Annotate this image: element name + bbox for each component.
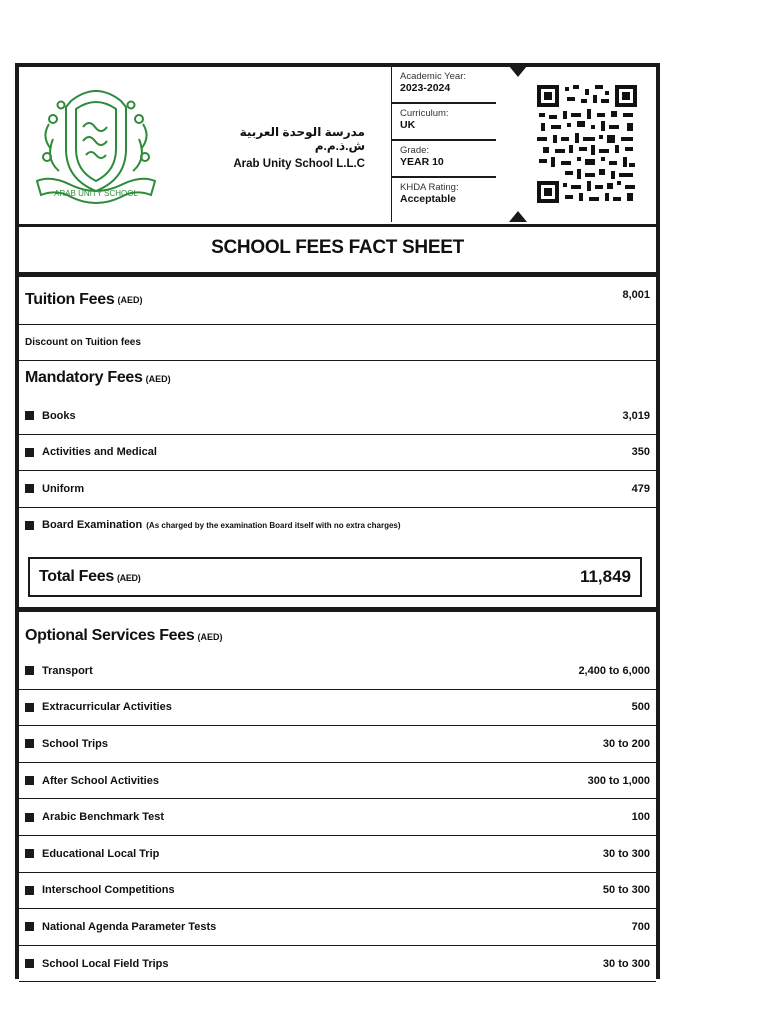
optional-fee-item-value: 30 to 300 bbox=[602, 957, 650, 970]
optional-fee-item-label: After School Activities bbox=[42, 774, 159, 787]
optional-fee-item-value: 700 bbox=[631, 920, 650, 933]
fees-fact-sheet bbox=[15, 63, 660, 979]
school-name-english: Arab Unity School L.L.C bbox=[233, 158, 365, 170]
optional-fee-item-label: Educational Local Trip bbox=[42, 847, 160, 860]
academic-year-cell bbox=[392, 67, 496, 104]
optional-fee-row bbox=[19, 946, 656, 983]
bullet-square-icon bbox=[25, 886, 34, 895]
optional-fee-row bbox=[19, 873, 656, 910]
total-fees-value: 11,849 bbox=[579, 567, 631, 586]
optional-fee-row bbox=[19, 690, 656, 727]
triangle-marker-bottom bbox=[509, 211, 527, 222]
optional-fee-row bbox=[19, 726, 656, 763]
optional-fee-item-label: Transport bbox=[42, 664, 93, 677]
board-exam-label: Board Examination bbox=[42, 519, 143, 531]
board-exam-row bbox=[19, 507, 656, 547]
optional-heading bbox=[25, 627, 222, 645]
section-divider bbox=[19, 607, 656, 612]
board-exam-note: (As charged by the examination Board itself with no extra charges) bbox=[146, 520, 401, 530]
tuition-label: Tuition Fees bbox=[25, 291, 115, 308]
mandatory-fee-row bbox=[19, 435, 656, 472]
discount-row bbox=[19, 325, 656, 361]
optional-fee-row bbox=[19, 653, 656, 690]
grade-value: YEAR 10 bbox=[400, 156, 444, 168]
total-fees-label: Total Fees bbox=[39, 568, 114, 585]
mandatory-heading-text: Mandatory Fees bbox=[25, 369, 143, 386]
bullet-square-icon bbox=[25, 849, 34, 858]
bullet-square-icon bbox=[25, 484, 34, 493]
optional-fee-item-value: 30 to 200 bbox=[602, 737, 650, 750]
qr-code bbox=[537, 85, 637, 203]
school-crest-logo bbox=[31, 79, 161, 209]
title-bar bbox=[19, 224, 656, 277]
total-fees-box bbox=[28, 557, 642, 597]
grade-label: Grade: bbox=[400, 145, 430, 156]
mandatory-fee-item-value: 350 bbox=[631, 446, 650, 459]
bullet-square-icon bbox=[25, 813, 34, 822]
optional-fee-item-label: Extracurricular Activities bbox=[42, 701, 172, 714]
school-info-panel bbox=[391, 67, 496, 222]
optional-fee-item-label: Interschool Competitions bbox=[42, 884, 175, 897]
optional-fee-item-label: School Local Field Trips bbox=[42, 957, 169, 970]
bullet-square-icon bbox=[25, 959, 34, 968]
bullet-square-icon bbox=[25, 776, 34, 785]
optional-fee-row bbox=[19, 799, 656, 836]
optional-fee-item-label: Arabic Benchmark Test bbox=[42, 811, 165, 824]
tuition-value: 8,001 bbox=[622, 289, 650, 301]
mandatory-fee-item-label: Books bbox=[42, 409, 76, 422]
curriculum-value: UK bbox=[400, 119, 416, 131]
mandatory-fee-item-label: Activities and Medical bbox=[42, 446, 157, 459]
mandatory-fee-row bbox=[19, 398, 656, 435]
discount-label: Discount on Tuition fees bbox=[25, 337, 141, 348]
school-names bbox=[209, 125, 365, 170]
academic-year-value: 2023-2024 bbox=[400, 82, 451, 94]
total-fees-unit: (AED) bbox=[116, 573, 141, 583]
optional-fee-item-value: 300 to 1,000 bbox=[587, 774, 650, 787]
logo-banner-text: ARAB UNITY SCHOOL bbox=[54, 189, 138, 198]
mandatory-fee-item-label: Uniform bbox=[42, 482, 85, 495]
page-title: SCHOOL FEES FACT SHEET bbox=[211, 237, 464, 258]
mandatory-unit: (AED) bbox=[145, 374, 171, 384]
optional-heading-text: Optional Services Fees bbox=[25, 627, 195, 644]
tuition-unit: (AED) bbox=[117, 295, 143, 305]
bullet-square-icon bbox=[25, 739, 34, 748]
bullet-square-icon bbox=[25, 922, 34, 931]
optional-unit: (AED) bbox=[197, 632, 223, 642]
optional-fee-row bbox=[19, 836, 656, 873]
mandatory-heading bbox=[25, 369, 171, 387]
mandatory-fee-item-value: 479 bbox=[631, 482, 650, 495]
khda-rating-cell bbox=[392, 178, 496, 215]
optional-fee-item-value: 2,400 to 6,000 bbox=[578, 664, 650, 677]
school-name-arabic: مدرسة الوحدة العربية ش.ذ.م.م bbox=[239, 125, 365, 153]
bullet-square-icon bbox=[25, 703, 34, 712]
khda-rating-label: KHDA Rating: bbox=[400, 182, 459, 193]
optional-fee-item-value: 500 bbox=[631, 701, 650, 714]
academic-year-label: Academic Year: bbox=[400, 71, 467, 82]
optional-fee-item-label: National Agenda Parameter Tests bbox=[42, 920, 217, 933]
mandatory-fee-item-value: 3,019 bbox=[622, 409, 650, 422]
bullet-square-icon bbox=[25, 666, 34, 675]
grade-cell bbox=[392, 141, 496, 178]
curriculum-cell bbox=[392, 104, 496, 141]
tuition-row bbox=[19, 277, 656, 325]
optional-fee-row bbox=[19, 763, 656, 800]
sheet-header bbox=[19, 67, 656, 227]
optional-fee-row bbox=[19, 909, 656, 946]
bullet-square-icon bbox=[25, 521, 34, 530]
bullet-square-icon bbox=[25, 411, 34, 420]
bullet-square-icon bbox=[25, 448, 34, 457]
optional-fee-item-label: School Trips bbox=[42, 737, 109, 750]
optional-fee-item-value: 30 to 300 bbox=[602, 847, 650, 860]
curriculum-label: Curriculum: bbox=[400, 108, 449, 119]
mandatory-fee-row bbox=[19, 471, 656, 508]
optional-fee-item-value: 100 bbox=[631, 811, 650, 824]
triangle-marker-top bbox=[509, 66, 527, 77]
khda-rating-value: Acceptable bbox=[400, 193, 457, 205]
optional-fee-item-value: 50 to 300 bbox=[602, 884, 650, 897]
